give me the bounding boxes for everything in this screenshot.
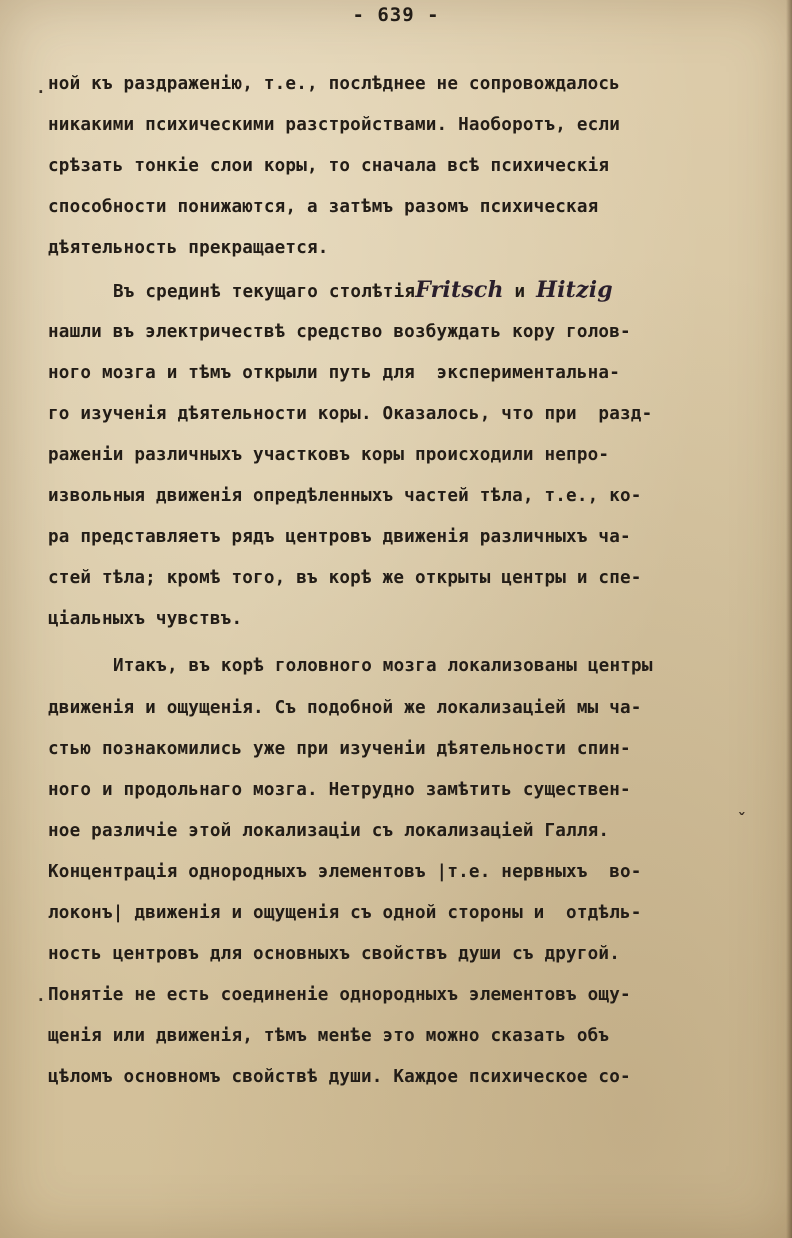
typed-text: и bbox=[503, 282, 537, 302]
text-line: ность центровъ для основныхъ свойствъ души съ другой. bbox=[48, 944, 620, 964]
page-number: - 639 - bbox=[352, 4, 440, 26]
text-line: раженіи различныхъ участковъ коры происходили непро- bbox=[48, 445, 610, 465]
margin-mark: ˇ bbox=[737, 810, 747, 829]
text-line: нашли въ электричествѣ средство возбуждать кору голов- bbox=[48, 322, 631, 342]
text-line: ра представляетъ рядъ центровъ движенія различныхъ ча- bbox=[48, 527, 631, 547]
paragraph-start-line bbox=[113, 278, 792, 304]
text-line: ного мозга и тѣмъ открыли путь для экспериментальна- bbox=[48, 363, 620, 383]
text-line: способности понижаются, а затѣмъ разомъ психическая bbox=[48, 197, 599, 217]
text-line: стью познакомились уже при изученіи дѣятельности спин- bbox=[48, 739, 631, 759]
text-line: цѣломъ основномъ свойствѣ души. Каждое психическое со- bbox=[48, 1067, 631, 1087]
paragraph-start-line: Итакъ, въ корѣ головного мозга локализованы центры bbox=[113, 656, 653, 676]
text-line: ной къ раздраженію, т.е., послѣднее не сопровождалось bbox=[48, 74, 620, 94]
text-line: срѣзать тонкіе слои коры, то сначала всѣ психическія bbox=[48, 156, 610, 176]
text-line: дѣятельность прекращается. bbox=[48, 238, 329, 258]
page-edge-shadow bbox=[786, 0, 792, 1238]
text-line: го изученія дѣятельности коры. Оказалось, что при разд- bbox=[48, 404, 653, 424]
margin-mark: · bbox=[36, 990, 46, 1009]
typed-text: Въ срединѣ текущаго столѣтія bbox=[113, 282, 416, 302]
text-line: ціальныхъ чувствъ. bbox=[48, 609, 243, 629]
margin-mark: · bbox=[36, 82, 46, 101]
text-line: ное различіе этой локализаціи съ локализаціей Галля. bbox=[48, 821, 610, 841]
handwritten-name: Hitzig bbox=[536, 277, 613, 303]
text-line: движенія и ощущенія. Съ подобной же локализаціей мы ча- bbox=[48, 698, 642, 718]
text-line: Понятіе не есть соединеніе однородныхъ элементовъ ощу- bbox=[48, 985, 631, 1005]
text-line: стей тѣла; кромѣ того, въ корѣ же открыты центры и спе- bbox=[48, 568, 642, 588]
text-line: локонъ| движенія и ощущенія съ одной стороны и отдѣль- bbox=[48, 903, 642, 923]
text-line: ного и продольнаго мозга. Нетрудно замѣтить существен- bbox=[48, 780, 631, 800]
text-line: извольныя движенія опредѣленныхъ частей тѣла, т.е., ко- bbox=[48, 486, 642, 506]
text-line: никакими психическими разстройствами. Наоборотъ, если bbox=[48, 115, 620, 135]
handwritten-name: Fritsch bbox=[415, 277, 504, 303]
text-line: щенія или движенія, тѣмъ менѣе это можно сказать объ bbox=[48, 1026, 610, 1046]
text-line: Концентрація однородныхъ элементовъ |т.е. нервныхъ во- bbox=[48, 862, 642, 882]
